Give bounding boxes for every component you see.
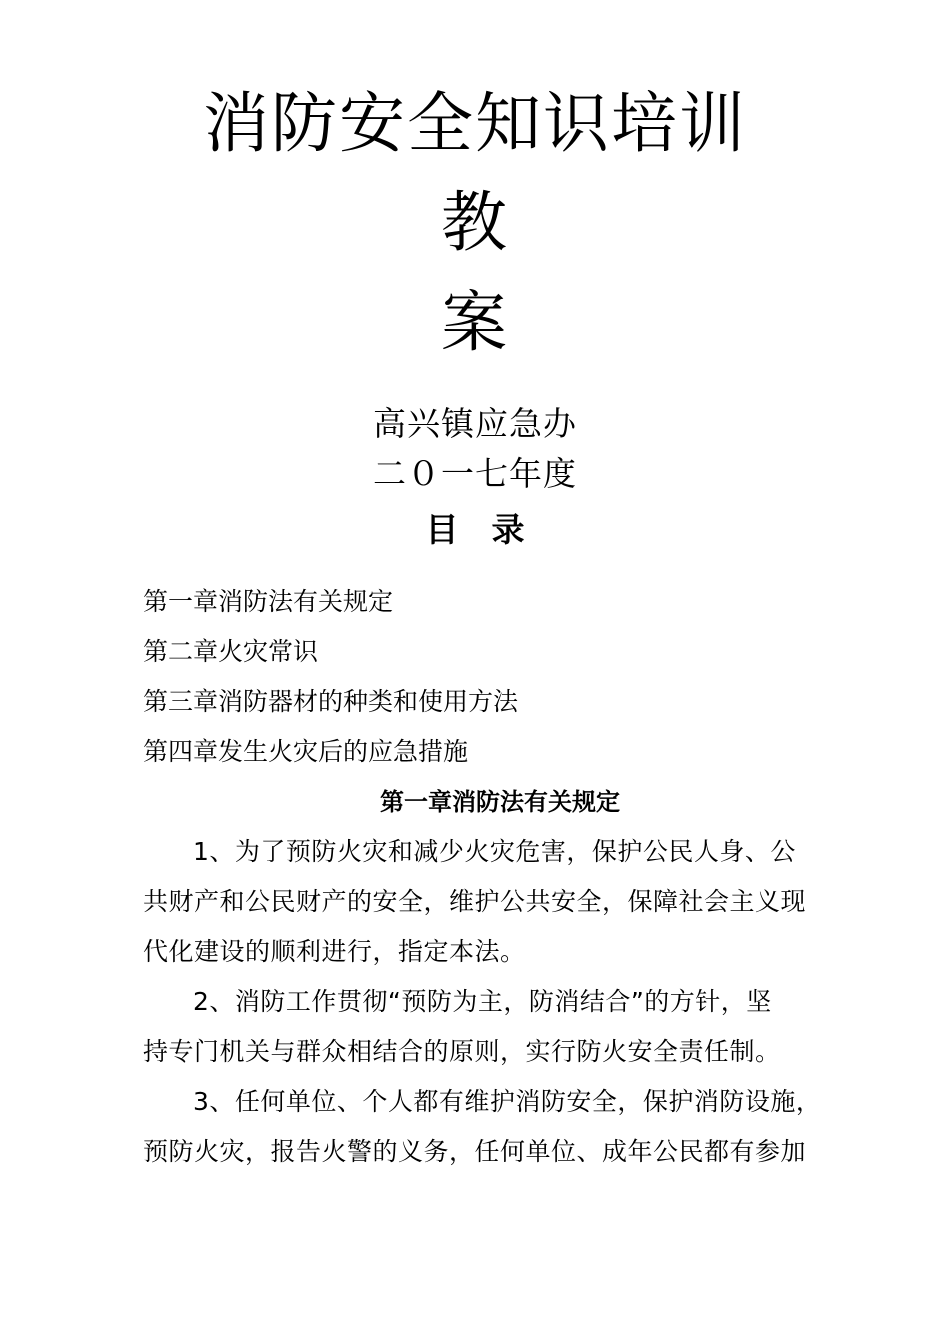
paragraph-line: 持专门机关与群众相结合的原则，实行防火安全责任制。 (143, 1037, 781, 1066)
paragraph-line: 2、消防工作贯彻“预防为主，防消结合”的方针，坚 (193, 987, 772, 1016)
toc-item: 第一章消防法有关规定 (143, 587, 394, 616)
paragraph-line: 预防火灾，报告火警的义务，任何单位、成年公民都有参加 (143, 1137, 807, 1166)
paragraph-line: 1、为了预防火灾和减少火灾危害，保护公民人身、公 (193, 837, 796, 866)
paragraph-line: 代化建设的顺利进行，指定本法。 (143, 937, 526, 966)
toc-item: 第四章发生火灾后的应急措施 (143, 737, 469, 766)
paragraph-line: 共财产和公民财产的安全，维护公共安全，保障社会主义现 (143, 887, 807, 916)
year-label: 二０一七年度 (373, 454, 577, 493)
chapter-heading: 第一章消防法有关规定 (380, 788, 620, 816)
toc-item: 第二章火灾常识 (143, 637, 319, 666)
cover-title-line-1: 消防安全知识培训 (203, 85, 747, 162)
toc-item: 第三章消防器材的种类和使用方法 (143, 687, 519, 716)
toc-heading: 目 录 (425, 510, 525, 549)
cover-title-line-2: 教 (441, 184, 509, 261)
cover-title-line-3: 案 (441, 284, 509, 361)
organization-name: 高兴镇应急办 (373, 404, 577, 443)
paragraph-line: 3、任何单位、个人都有维护消防安全，保护消防设施， (193, 1087, 822, 1116)
